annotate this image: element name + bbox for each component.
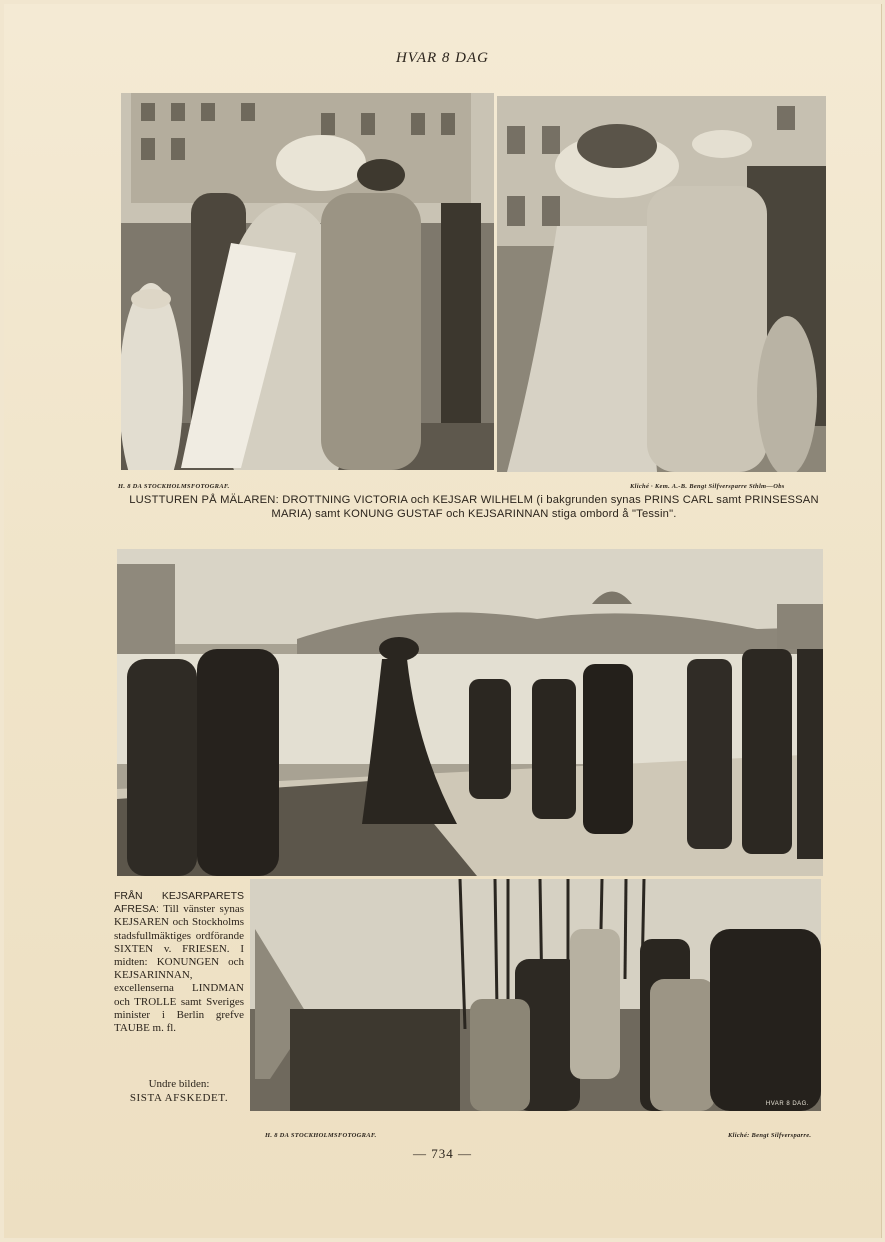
footer-credit-left: H. 8 DA STOCKHOLMSFOTOGRAF. [265, 1132, 377, 1139]
side-caption-lead: FRÅN KEJSARPARETS AFRESA: [114, 890, 244, 916]
top-photo-caption: LUSTTUREN PÅ MÄLAREN: DROTTNING VICTORIA och KEJSAR WILHELM (i bakgrunden synas PRINS CARL samt PRINSESSAN MARIA) samt KONUNG GUSTAF och KEJSARINNAN stiga ombord å "Tessin". [129, 494, 819, 520]
lower-image-label: Undre bilden: [148, 1078, 210, 1090]
photo-watermark: HVAR 8 DAG. [765, 1101, 809, 1107]
side-caption [114, 890, 244, 1035]
photo-queen-and-kaiser-left [121, 93, 494, 470]
page-number: — 734 — [413, 1146, 472, 1161]
footer-credit-right: Kliché: Bengt Silfversparre. [728, 1132, 812, 1139]
lower-image-title: SISTA AFSKEDET. [129, 1091, 229, 1104]
photo-departure-quay [117, 549, 823, 876]
photo-king-and-empress-right [497, 96, 826, 472]
side-caption-lower [114, 1078, 244, 1105]
side-caption-text: Till vänster synas KEJSAREN och Stockholms stadsfullmäktiges ordförande SIXTEN v. FRIESEN. I midten: KONUNGEN och KEJSARINNAN, excellenserna LINDMAN och TROLLE samt Sveriges minister i Berlin grefve TAUBE m. fl. [114, 903, 244, 1035]
top-photo-credit-left: H. 8 DA STOCKHOLMSFOTOGRAF. [118, 483, 230, 490]
photo-last-farewell [250, 879, 821, 1111]
top-photo-credit-right: Kliché · Kem. A.-B. Bengt Silfversparre Sthlm—Obs [630, 483, 785, 490]
running-title: HVAR 8 DAG [395, 50, 490, 66]
